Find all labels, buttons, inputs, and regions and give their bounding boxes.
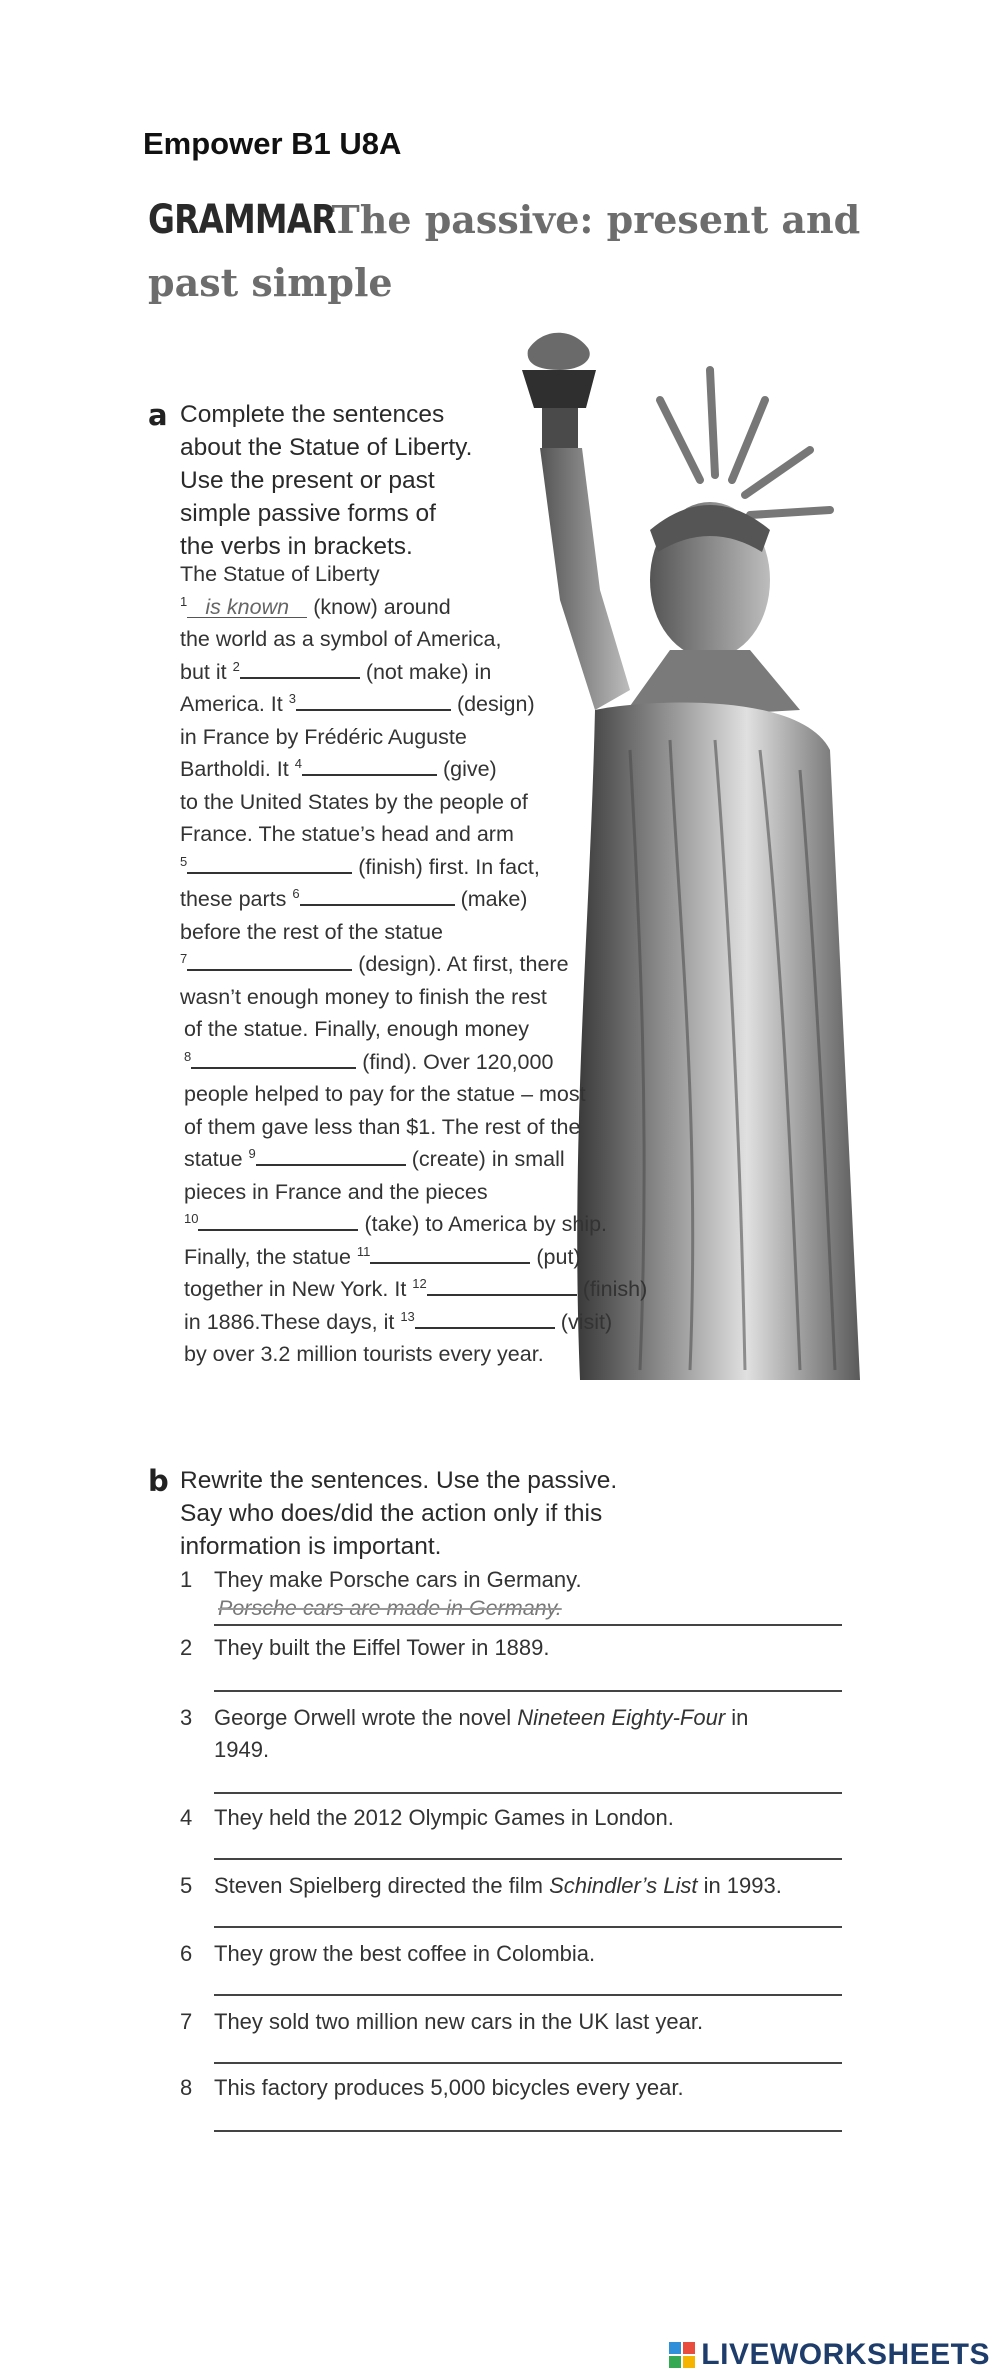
- gap-7-input[interactable]: [187, 949, 352, 971]
- section-a-letter: a: [148, 398, 168, 432]
- passage-line: $^{10}$ (take) to America by ship.: [184, 1210, 608, 1236]
- answer-input-4[interactable]: [214, 1858, 842, 1860]
- gap-13-input[interactable]: [415, 1307, 555, 1329]
- gap-9-input[interactable]: [256, 1144, 406, 1166]
- passage-line: to the United States by the people of: [180, 789, 528, 814]
- answer-input-2[interactable]: [214, 1690, 842, 1692]
- instruction-line: Use the present or past: [180, 467, 435, 494]
- grammar-topic: The passive: present and past simple: [148, 197, 861, 305]
- passage-line: these parts $^6$ (make): [180, 885, 528, 911]
- passage-line: $^1$ is known (know) around: [180, 593, 451, 619]
- gap-8-input[interactable]: [191, 1047, 356, 1069]
- gap-6-input[interactable]: [300, 884, 455, 906]
- passage-line: statue $^9$ (create) in small: [184, 1145, 565, 1171]
- gap-11-input[interactable]: [370, 1242, 530, 1264]
- gap-12-input[interactable]: [427, 1274, 577, 1296]
- passage: [180, 558, 700, 1371]
- grammar-heading: [148, 193, 908, 319]
- passage-line: France. The statue’s head and arm: [180, 822, 514, 846]
- passage-line: but it $^2$ (not make) in: [180, 658, 492, 684]
- passage-line: wasn’t enough money to finish the rest: [180, 984, 547, 1009]
- document-title: Empower B1 U8A: [143, 126, 402, 161]
- gap-2-input[interactable]: [240, 657, 360, 679]
- answer-input-5[interactable]: [214, 1926, 842, 1928]
- section-a-instructions: [180, 398, 540, 563]
- passage-line: Bartholdi. It $^4$ (give): [180, 755, 497, 781]
- passage-line: the world as a symbol of America,: [180, 627, 502, 651]
- answer-line-1: [214, 1624, 842, 1626]
- passage-line: people helped to pay for the statue – most: [184, 1082, 586, 1106]
- instruction-line: simple passive forms of: [180, 500, 436, 527]
- passage-line: in France by Frédéric Auguste: [180, 724, 467, 749]
- instruction-line: the verbs in brackets.: [180, 533, 413, 560]
- answer-input-7[interactable]: [214, 2062, 842, 2064]
- passage-line: before the rest of the statue: [180, 919, 443, 944]
- section-b-instructions: [180, 1464, 880, 1563]
- passage-line: together in New York. It $^{12}$ (finish): [184, 1275, 648, 1301]
- answer-input-6[interactable]: [214, 1994, 842, 1996]
- passage-line: Finally, the statue $^{11}$ (put): [184, 1243, 581, 1269]
- passage-line: in 1886.These days, it $^{13}$ (visit): [184, 1308, 613, 1334]
- gap-1-example: is known: [187, 597, 307, 618]
- liveworksheets-logo-icon: [669, 2342, 695, 2368]
- grammar-label: GRAMMAR: [148, 197, 336, 243]
- passage-line: $^5$ (finish) first. In fact,: [180, 853, 540, 879]
- answer-input-3[interactable]: [214, 1792, 842, 1794]
- liveworksheets-brand: LIVEWORKSHEETS: [669, 2338, 990, 2372]
- section-b-letter: b: [148, 1464, 169, 1498]
- passage-line: of the statue. Finally, enough money: [184, 1017, 530, 1041]
- passage-line: by over 3.2 million tourists every year.: [184, 1342, 544, 1366]
- gap-10-input[interactable]: [198, 1209, 358, 1231]
- passage-line: America. It $^3$ (design): [180, 690, 535, 716]
- answer-input-8[interactable]: [214, 2130, 842, 2132]
- passage-line: $^7$ (design). At first, there: [180, 950, 569, 976]
- instruction-line: Complete the sentences: [180, 401, 445, 428]
- passage-line: The Statue of Liberty: [180, 562, 380, 586]
- example-answer: Porsche cars are made in Germany.: [218, 1596, 562, 1620]
- instruction-line: Say who does/did the action only if this: [180, 1500, 603, 1527]
- passage-line: $^8$ (find). Over 120,000: [184, 1048, 554, 1074]
- gap-4-input[interactable]: [302, 754, 437, 776]
- instruction-line: about the Statue of Liberty.: [180, 434, 473, 461]
- gap-5-input[interactable]: [187, 852, 352, 874]
- gap-3-input[interactable]: [296, 689, 451, 711]
- instruction-line: Rewrite the sentences. Use the passive.: [180, 1467, 618, 1494]
- instruction-line: information is important.: [180, 1533, 442, 1560]
- passage-line: of them gave less than $1. The rest of the: [184, 1114, 581, 1139]
- passage-line: pieces in France and the pieces: [184, 1179, 488, 1204]
